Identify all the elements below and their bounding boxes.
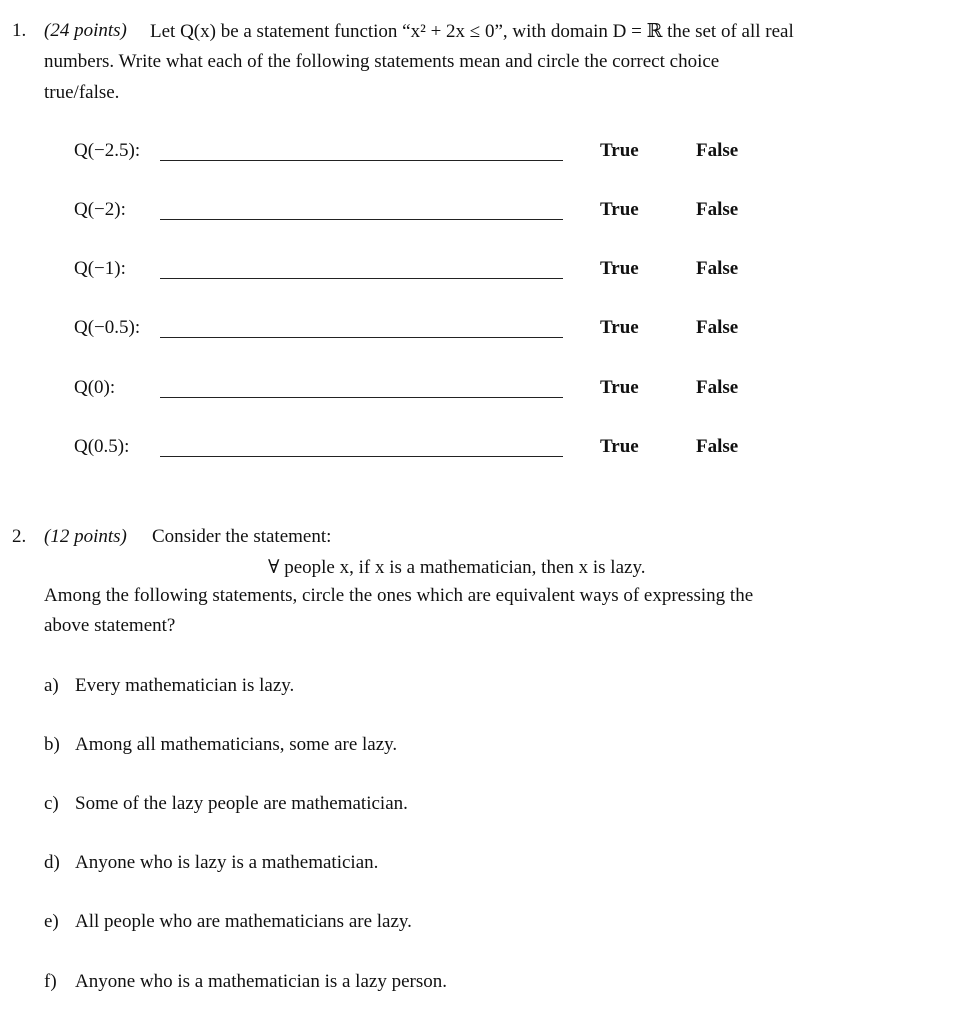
q2-points: (12 points) [44, 526, 127, 547]
q1-row-label: Q(−2.5): [74, 140, 141, 161]
answer-line[interactable] [160, 219, 563, 220]
q2-statement: ∀ people x, if x is a mathematician, then x is lazy. [268, 557, 646, 578]
q1-intro-line3: true/false. [44, 82, 120, 103]
q1-row-label: Q(−0.5): [74, 317, 141, 338]
q1-intro-line1: Let Q(x) be a statement function “x² + 2x ≤ 0”, with domain D = ℝ the set of all real [150, 21, 794, 42]
q1-number: 1. [12, 20, 27, 41]
option-letter: a) [44, 675, 59, 696]
false-choice[interactable]: False [696, 436, 739, 457]
option-text[interactable]: Anyone who is lazy is a mathematician. [75, 852, 379, 873]
answer-line[interactable] [160, 278, 563, 279]
false-choice[interactable]: False [696, 140, 739, 161]
option-text[interactable]: Anyone who is a mathematician is a lazy person. [75, 971, 447, 992]
true-choice[interactable]: True [600, 199, 639, 220]
q1-intro-line2: numbers. Write what each of the following statements mean and circle the correct choice [44, 51, 720, 72]
option-text[interactable]: Every mathematician is lazy. [75, 675, 295, 696]
q1-row-label: Q(−1): [74, 258, 126, 279]
true-choice[interactable]: True [600, 258, 639, 279]
true-choice[interactable]: True [600, 140, 639, 161]
false-choice[interactable]: False [696, 317, 739, 338]
q1-row-label: Q(0.5): [74, 436, 130, 457]
q1-row-label: Q(0): [74, 377, 116, 398]
true-choice[interactable]: True [600, 317, 639, 338]
q1-points: (24 points) [44, 20, 127, 41]
true-choice[interactable]: True [600, 377, 639, 398]
q1-row-label: Q(−2): [74, 199, 126, 220]
q2-number: 2. [12, 526, 27, 547]
answer-line[interactable] [160, 337, 563, 338]
option-letter: e) [44, 911, 59, 932]
option-letter: c) [44, 793, 59, 814]
answer-line[interactable] [160, 456, 563, 457]
option-text[interactable]: Some of the lazy people are mathematician. [75, 793, 408, 814]
q2-instruction-line2: above statement? [44, 615, 176, 636]
option-letter: d) [44, 852, 60, 873]
option-letter: f) [44, 971, 57, 992]
answer-line[interactable] [160, 397, 563, 398]
q2-intro: Consider the statement: [152, 526, 332, 547]
false-choice[interactable]: False [696, 377, 739, 398]
false-choice[interactable]: False [696, 258, 739, 279]
q2-instruction-line1: Among the following statements, circle the ones which are equivalent ways of expressing the [44, 585, 754, 606]
answer-line[interactable] [160, 160, 563, 161]
option-letter: b) [44, 734, 60, 755]
true-choice[interactable]: True [600, 436, 639, 457]
false-choice[interactable]: False [696, 199, 739, 220]
option-text[interactable]: Among all mathematicians, some are lazy. [75, 734, 398, 755]
option-text[interactable]: All people who are mathematicians are lazy. [75, 911, 412, 932]
